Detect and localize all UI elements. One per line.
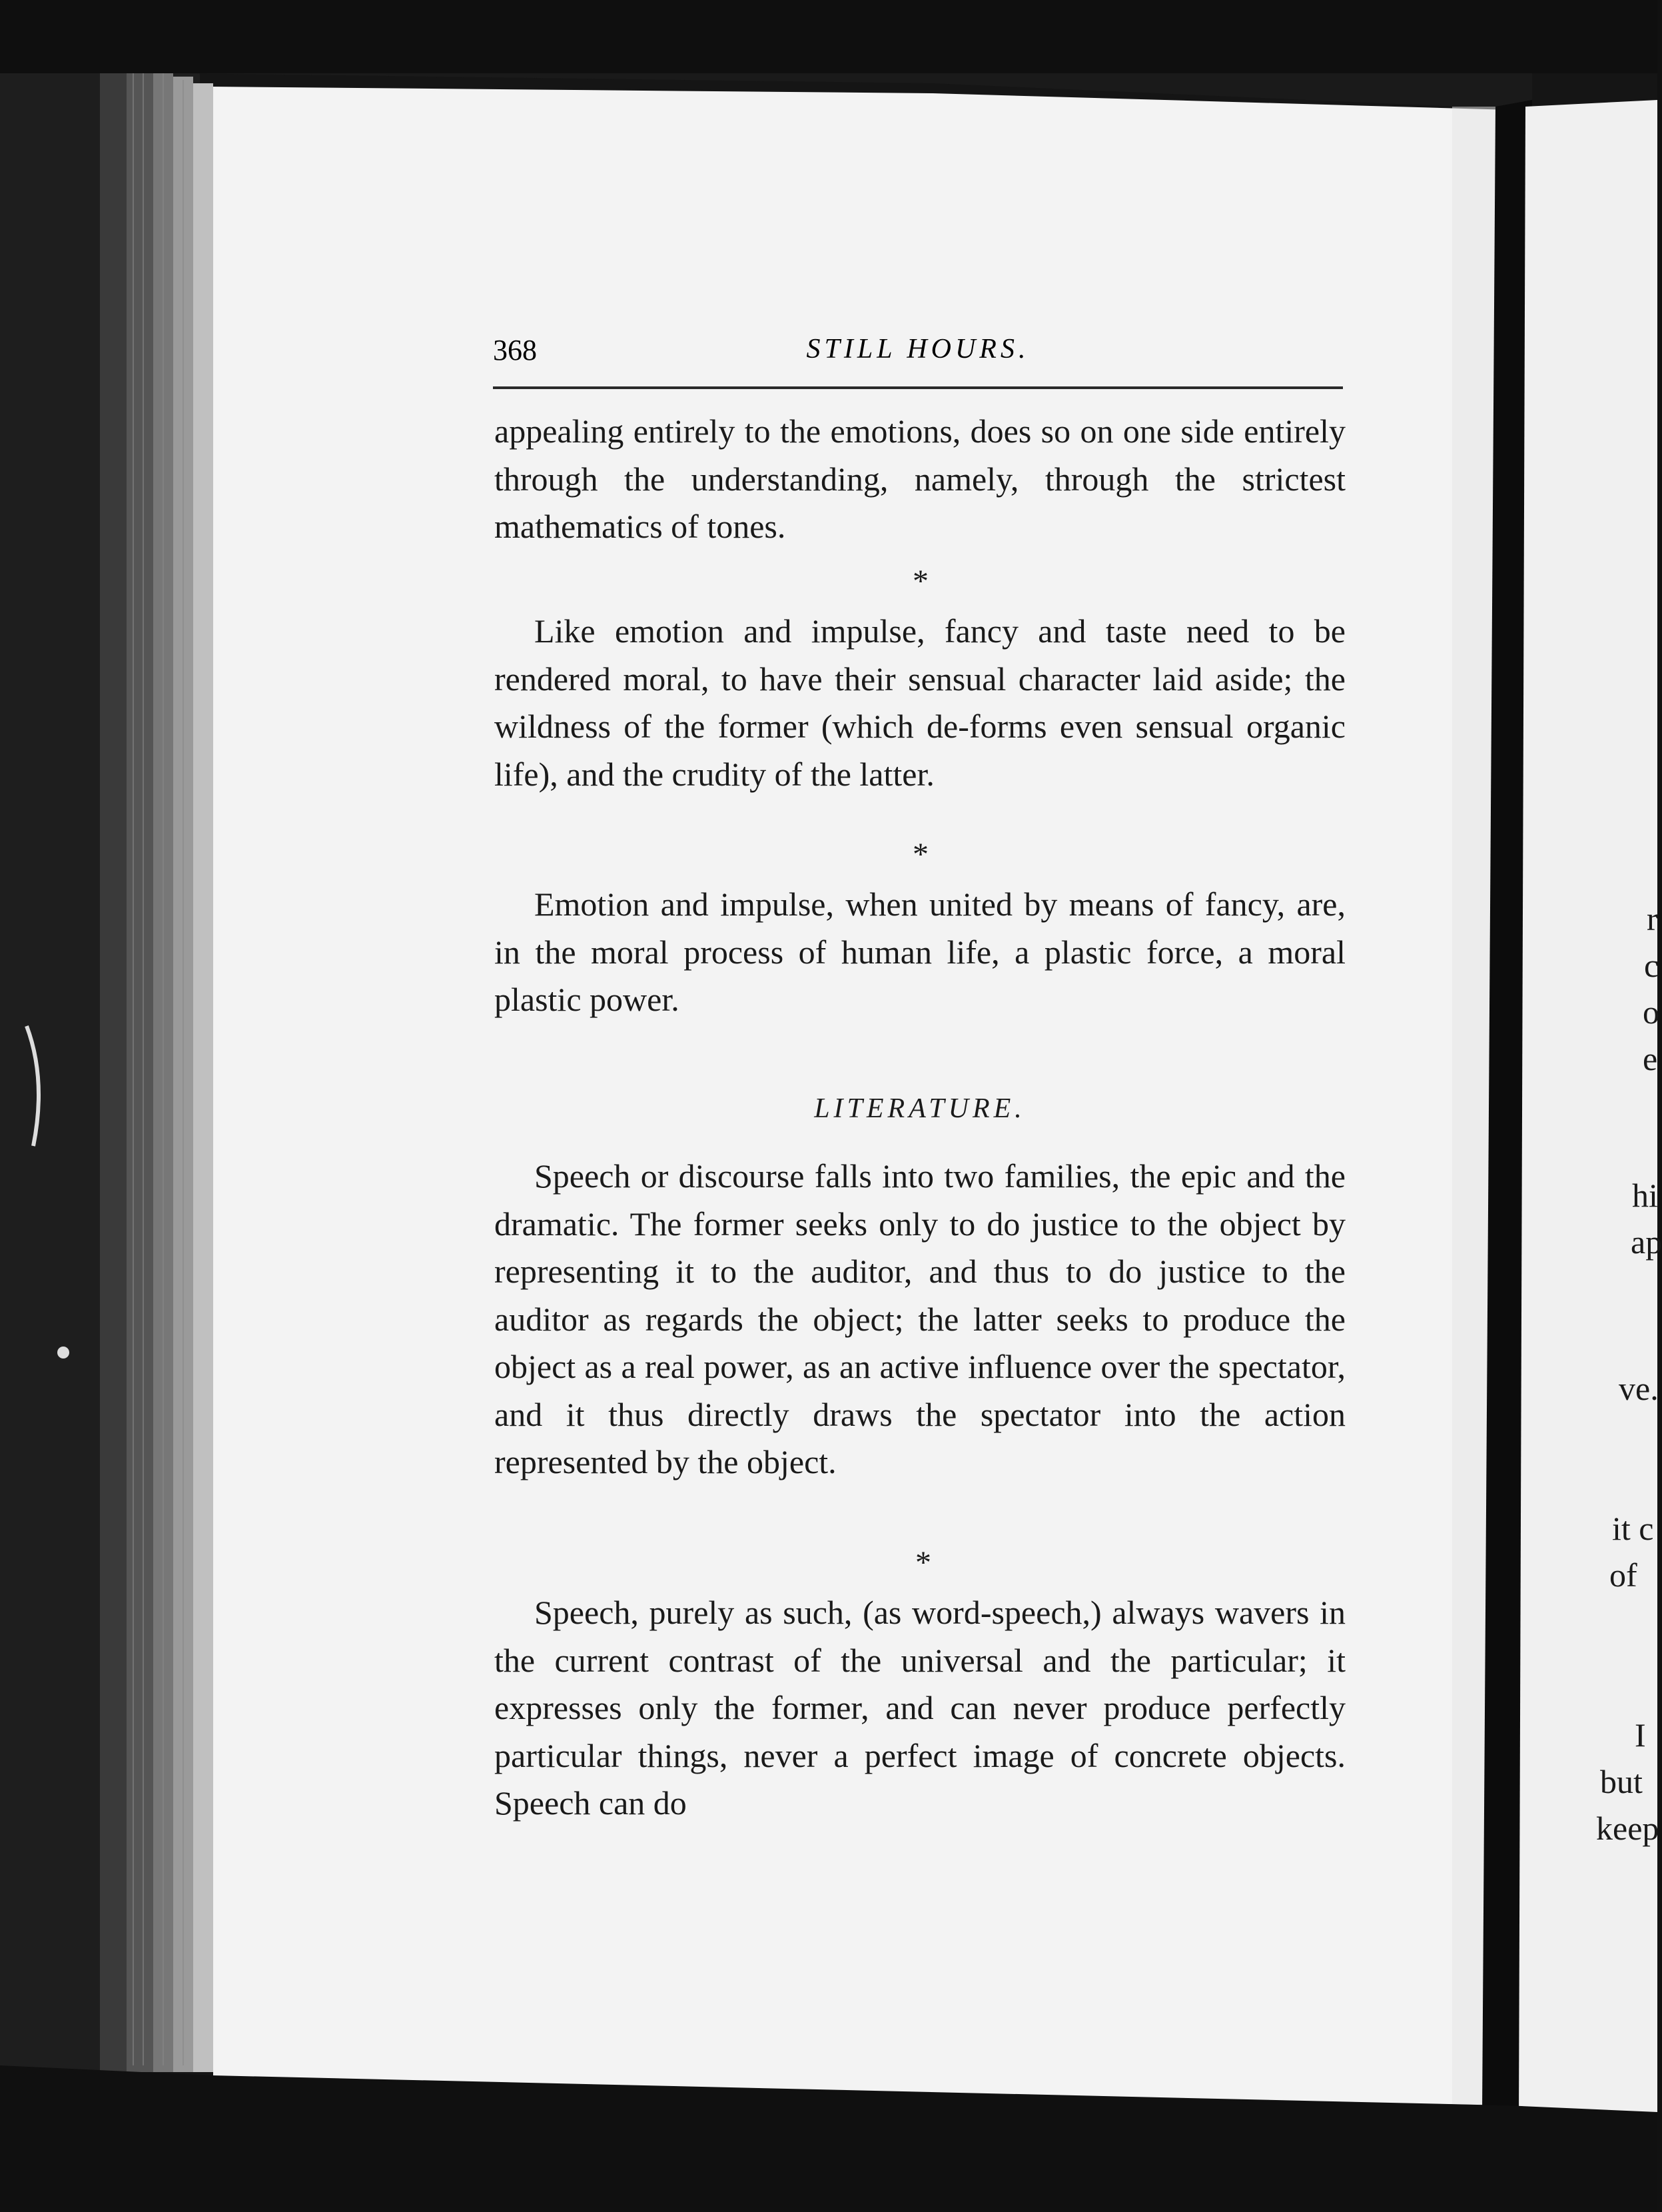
edge-fragment: ve. (1619, 1370, 1659, 1407)
edge-fragment: of (1609, 1556, 1637, 1594)
text-block-5 (494, 1589, 1346, 1828)
edge-fragment: ap (1631, 1223, 1662, 1261)
page-number: 368 (493, 334, 537, 366)
text-block-3 (494, 881, 1346, 1024)
running-title: STILL HOURS. (806, 334, 1030, 364)
edge-fragment: it c (1612, 1510, 1654, 1547)
edge-fragment: c (1644, 947, 1659, 984)
paragraph-fancy-taste: Like emotion and impulse, fancy and taste need to be rendered moral, to have their sensual character laid aside; the wildness of the former (which de-forms even sensual organic life), and the crudity of the latter. (494, 612, 1346, 793)
text-block-4 (494, 1153, 1346, 1486)
paragraph-speech-purely: Speech, purely as such, (as word-speech,) always wavers in the current contrast of the universal and the particular; it expresses only the former, and can never produce perfectly particular things, never a perfect image of concrete objects. Speech can do (494, 1594, 1346, 1822)
edge-fragment: e (1643, 1040, 1658, 1077)
paragraph-emotion-impulse: Emotion and impulse, when united by means of fancy, are, in the moral process of human life, a plastic force, a moral plastic power. (494, 885, 1346, 1018)
text-block-2 (494, 608, 1346, 798)
edge-fragment: but (1600, 1763, 1643, 1800)
section-heading: LITERATURE. (814, 1093, 1026, 1124)
separator-asterisk: * (915, 1545, 931, 1580)
edge-fragment: keep (1596, 1810, 1659, 1847)
edge-fragment: I (1635, 1716, 1646, 1754)
edge-fragment: hi (1632, 1177, 1658, 1214)
text-block-1 (494, 408, 1346, 551)
edge-fragment: o (1643, 993, 1659, 1031)
header-rule (493, 386, 1343, 389)
separator-asterisk: * (913, 564, 929, 599)
running-head (493, 333, 1343, 373)
paragraph-continuation: appealing entirely to the emotions, does so on one side entirely through the understanding, namely, through the strictest mathematics of tones. (494, 412, 1346, 545)
separator-asterisk: * (913, 837, 929, 872)
paragraph-speech-families: Speech or discourse falls into two families, the epic and the dramatic. The former seeks only to do justice to the object by representing it to the auditor, and thus to do justice to the auditor as regards the object; the latter seeks to produce the object as a real power, as an active influence over the spectator, and it thus directly draws the spectator into the action represented by the object. (494, 1157, 1346, 1480)
edge-fragment: r (1647, 900, 1658, 937)
right-page-edge-text (1585, 0, 1662, 2212)
